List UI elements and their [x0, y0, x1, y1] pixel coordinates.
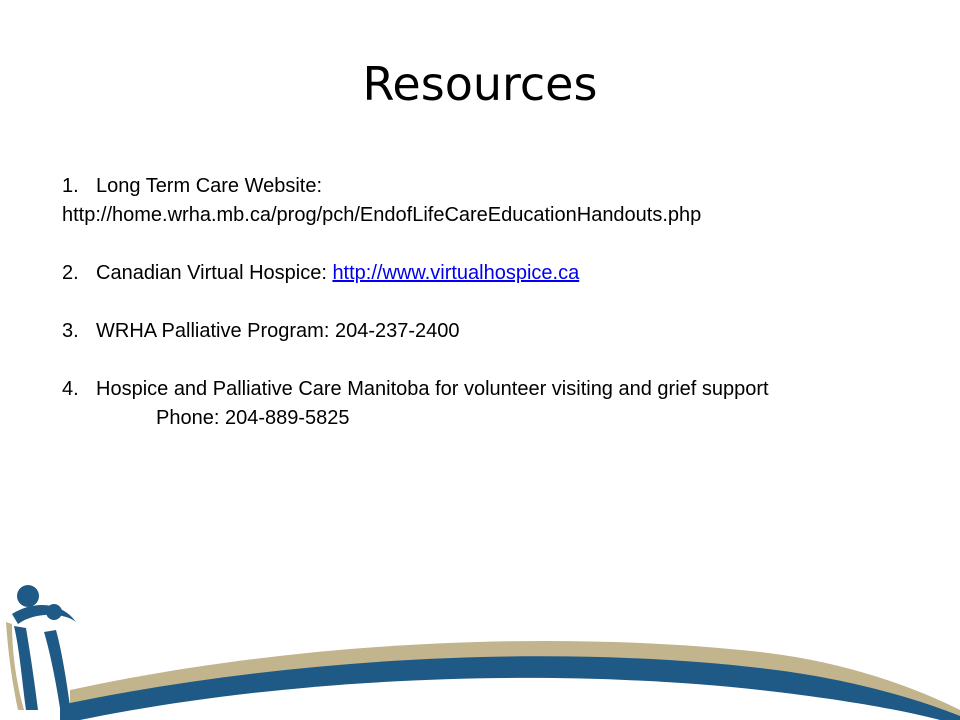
swoosh-blue-band	[60, 656, 960, 720]
item-number: 3.	[62, 320, 79, 342]
item-number: 4.	[62, 378, 79, 400]
resource-list	[62, 172, 942, 433]
item-phone: Phone: 204-889-5825	[156, 407, 350, 429]
item-label: Canadian Virtual Hospice:	[96, 262, 333, 284]
item-number: 1.	[62, 175, 79, 197]
swoosh-white-inner	[80, 678, 940, 720]
virtual-hospice-link[interactable]: http://www.virtualhospice.ca	[332, 262, 580, 284]
swoosh-tan-band	[70, 641, 960, 720]
list-item	[62, 375, 942, 404]
list-item	[62, 317, 942, 346]
item-number: 2.	[62, 262, 79, 284]
list-item	[62, 172, 942, 201]
logo-head-large	[17, 585, 39, 607]
logo-arc	[12, 605, 76, 624]
item-url: http://home.wrha.mb.ca/prog/pch/EndofLifeCareEducationHandouts.php	[62, 204, 702, 226]
slide-title: Resources	[362, 57, 598, 111]
list-item	[62, 259, 942, 288]
item-label: WRHA Palliative Program: 204-237-2400	[96, 320, 460, 342]
item-label: Long Term Care Website:	[96, 175, 323, 197]
item-label: Hospice and Palliative Care Manitoba for volunteer visiting and grief support	[96, 378, 769, 400]
wrha-logo	[4, 582, 84, 712]
logo-figure-right	[44, 630, 70, 708]
